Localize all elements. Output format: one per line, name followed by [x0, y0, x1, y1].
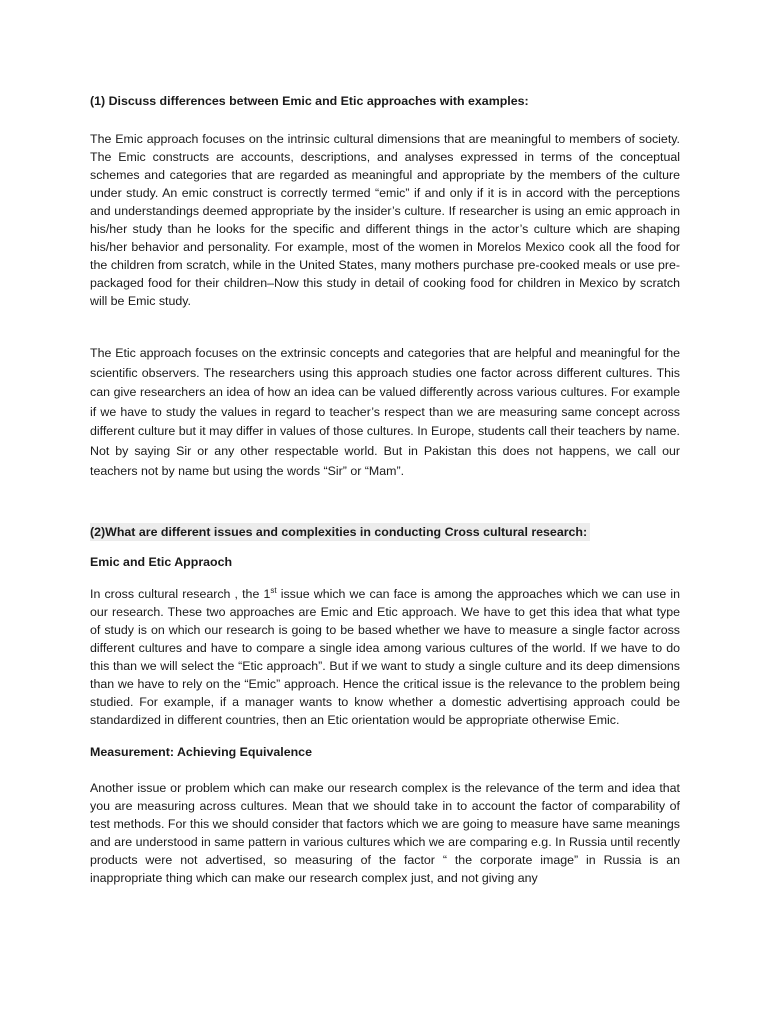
question-1-heading: (1) Discuss differences between Emic and Etic approaches with examples: — [90, 94, 529, 108]
etic-paragraph: The Etic approach focuses on the extrinsic concepts and categories that are helpful and meaningful for the scientific observers. The researchers using this approach studies one factor across different cultures. This can give researchers an idea of how an idea can be valued differently across various cultures. For example if we have to study the values in regard to teacher’s respect than we are measuring same concept across different culture but it may differ in values of those cultures. In Europe, students call their teachers by name. Not by saying Sir or any other respectable world. But in Pakistan this does not happens, we call our teachers not by name but using the words “Sir” or “Mam”. — [90, 346, 680, 478]
emic-etic-approach-heading: Emic and Etic Appraoch — [90, 555, 233, 570]
emic-paragraph: The Emic approach focuses on the intrinsic cultural dimensions that are meaningful to members of society. The Emic constructs are accounts, descriptions, and analyses expressed in terms of the conceptual schemes and categories that are regarded as meaningful and appropriate by the members of the culture under study. An emic construct is correctly termed “emic” if and only if it is in accord with the perceptions and understandings deemed appropriate by the insider’s culture. If researcher is using an emic approach in his/her study than he looks for the specific and different things in the actor’s culture which are shaping his/her behavior and personality. For example, most of the women in Morelos Mexico cook all the food for the children from scratch, while in the United States, many mothers purchase pre-cooked meals or use pre-packaged food for their children–Now this study in detail of cooking food for children in Mexico by scratch will be Emic study. — [90, 132, 680, 308]
measurement-paragraph: Another issue or problem which can make our research complex is the relevance of the term and idea that you are measuring across cultures. Mean that we should take in to account the factor of comparability of test methods. For this we should consider that factors which we are going to measure have same meanings and are understood in same pattern in various cultures which we are comparing e.g. In Russia until recently products were not advertised, so measuring of the factor “ the corporate image” in Russia is an inappropriate thing which can make our research complex just, and not giving any — [90, 781, 680, 886]
question-2-heading: (2)What are different issues and complexities in conducting Cross cultural research: — [90, 523, 680, 541]
emic-etic-approach-paragraph: In cross cultural research , the 1st issue which we can face is among the approaches which we can use in our research. These two approaches are Emic and Etic approach. We have to get this idea that what type of study is on which our research is going to be based whether we have to measure a single factor across different cultures and have to compare a single idea among various cultures of the world. If we have to do this than we will select the “Etic approach”. But if we want to study a single culture and its deep dimensions than we have to rely on the “Emic” approach. Hence the critical issue is the relevance to the problem being studied. For example, if a manager wants to know whether a domestic advertising approach could be standardized in different countries, then an Etic orientation would be appropriate otherwise Emic. — [90, 586, 680, 728]
measurement-heading: Measurement: Achieving Equivalence — [90, 745, 312, 760]
